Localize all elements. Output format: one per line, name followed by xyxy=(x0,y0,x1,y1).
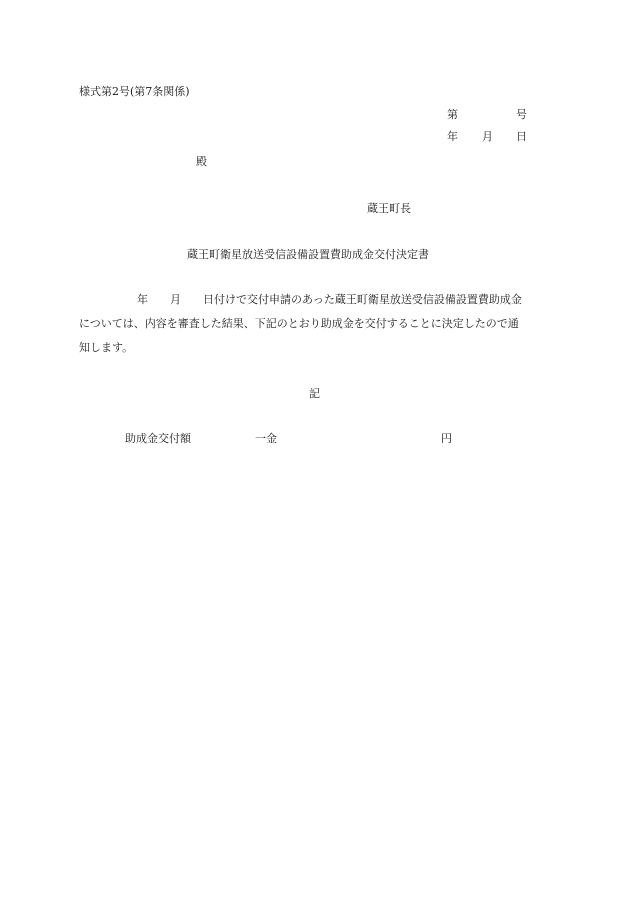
issuer-name: 蔵王町長 xyxy=(367,202,411,215)
date-month-label: 月 xyxy=(482,130,493,143)
document-number-prefix: 第 xyxy=(447,108,458,121)
addressee-honorific: 殿 xyxy=(196,155,207,168)
body-line-3: 知します。 xyxy=(79,341,134,354)
grant-amount-label: 助成金交付額 xyxy=(125,432,191,445)
ki-heading: 記 xyxy=(309,387,320,400)
body-year-label: 年 xyxy=(137,293,148,306)
form-number-label: 様式第2号(第7条関係) xyxy=(79,85,190,98)
body-line-2: については、内容を審査した結果、下記のとおり助成金を交付することに決定したので通 xyxy=(79,317,519,330)
grant-amount-prefix: 一金 xyxy=(255,432,277,445)
grant-amount-unit: 円 xyxy=(441,432,452,445)
body-line-1-text: 日付けで交付申請のあった蔵王町衛星放送受信設備設置費助成金 xyxy=(203,293,522,306)
date-day-label: 日 xyxy=(516,130,527,143)
document-title: 蔵王町衛星放送受信設備設置費助成金交付決定書 xyxy=(187,248,429,261)
body-month-label: 月 xyxy=(170,293,181,306)
body-line-1 xyxy=(79,294,522,305)
document-number-suffix: 号 xyxy=(516,108,527,121)
date-year-label: 年 xyxy=(447,130,458,143)
